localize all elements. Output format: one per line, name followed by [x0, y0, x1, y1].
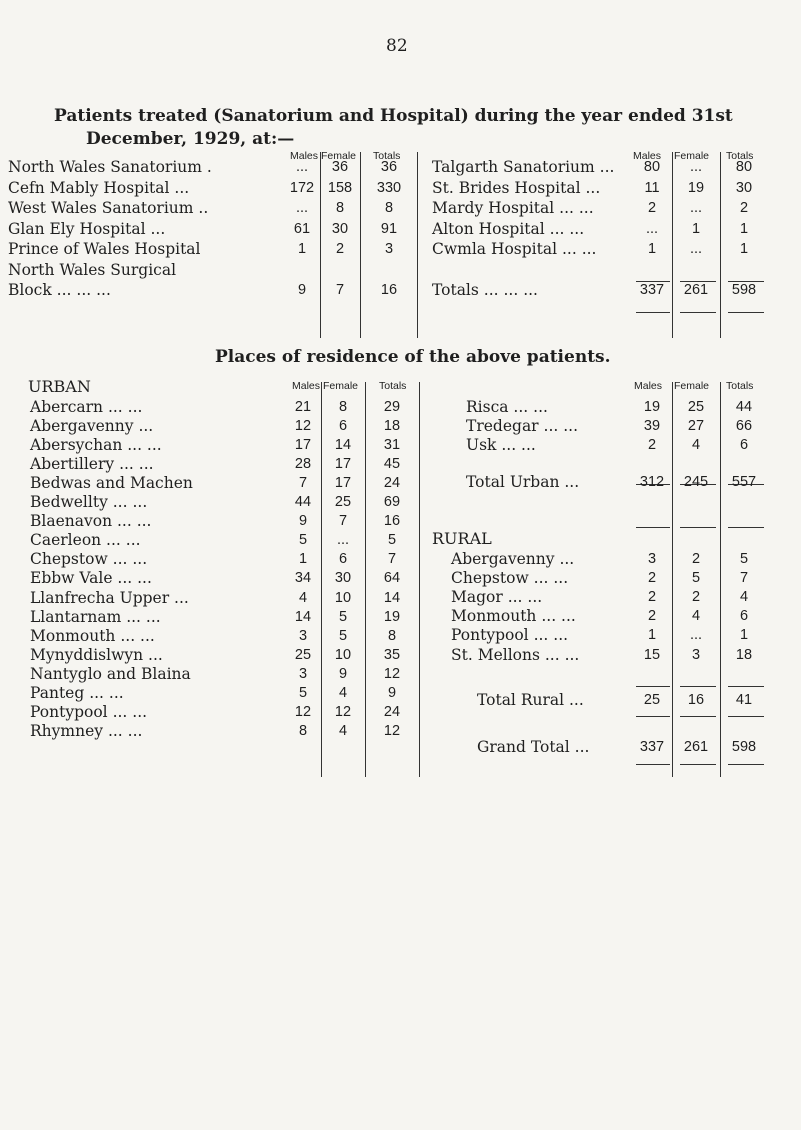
institution-row	[0, 199, 801, 221]
row-label: Block ... ... ...	[8, 281, 111, 299]
cell-males: 9	[297, 282, 307, 298]
cell-males: 12	[294, 704, 312, 720]
row-label: Tredegar ... ...	[466, 417, 579, 435]
row-label: Nantyglo and Blaina	[30, 665, 191, 683]
row-label: Total Rural ...	[477, 691, 584, 709]
row-label: Blaenavon ... ...	[30, 512, 152, 530]
institution-row	[0, 240, 801, 262]
row-label: Monmouth ... ...	[30, 627, 155, 645]
cell-totals: 12	[383, 666, 401, 682]
cell-totals: 12	[383, 723, 401, 739]
cell-males: 172	[289, 180, 315, 196]
cell-males: 12	[294, 418, 312, 434]
row-label: Bedwas and Machen	[30, 474, 193, 492]
cell-totals: 35	[383, 647, 401, 663]
cell-totals: 44	[735, 399, 753, 415]
cell-female: 2	[691, 589, 701, 605]
rule	[636, 764, 670, 765]
cell-males: 9	[298, 513, 308, 529]
cell-males: 337	[639, 739, 665, 755]
cell-female: 10	[334, 590, 352, 606]
cell-males: 28	[294, 456, 312, 472]
row-label: Mardy Hospital ... ...	[432, 199, 594, 217]
row-label: Usk ... ...	[466, 436, 536, 454]
cell-males: 4	[298, 590, 308, 606]
row-label: Prince of Wales Hospital	[8, 240, 201, 258]
row-label: Totals ... ... ...	[432, 281, 538, 299]
cell-totals: 45	[383, 456, 401, 472]
cell-totals: 36	[380, 159, 398, 175]
cell-males: 21	[294, 399, 312, 415]
row-label: Caerleon ... ...	[30, 531, 141, 549]
cell-female: 12	[334, 704, 352, 720]
row-label: Chepstow ... ...	[451, 569, 569, 587]
rural-heading: RURAL	[432, 529, 492, 548]
grand-total-row	[0, 738, 801, 760]
row-label: St. Brides Hospital ...	[432, 179, 601, 197]
header-males-right: Males	[633, 150, 662, 162]
cell-female: 4	[691, 437, 701, 453]
cell-totals: 18	[383, 418, 401, 434]
cell-totals: 64	[383, 570, 401, 586]
row-label: Ebbw Vale ... ...	[30, 569, 152, 587]
page-number: 82	[386, 36, 408, 56]
cell-males: 312	[639, 474, 665, 490]
row-label: Abergavenny ...	[30, 417, 154, 435]
cell-female: 3	[691, 647, 701, 663]
row-label: Grand Total ...	[477, 738, 590, 756]
cell-males: 17	[294, 437, 312, 453]
cell-female: 1	[691, 221, 701, 237]
cell-female: 19	[687, 180, 705, 196]
cell-totals: 1	[739, 241, 749, 257]
cell-totals: 24	[383, 704, 401, 720]
cell-males: 11	[644, 180, 660, 196]
cell-males: 2	[647, 570, 657, 586]
row-label: Total Urban ...	[466, 473, 580, 491]
row-label: Abercarn ... ...	[30, 398, 143, 416]
total-urban-row	[0, 473, 801, 495]
cell-males: 39	[643, 418, 661, 434]
cell-males: 7	[298, 475, 308, 491]
row-label: West Wales Sanatorium ..	[8, 199, 209, 217]
cell-female: 6	[338, 551, 348, 567]
header-males-urban: Males	[292, 380, 321, 392]
cell-males: 25	[643, 692, 661, 708]
row-label: Abertillery ... ...	[30, 455, 154, 473]
rule	[728, 312, 764, 313]
cell-males: ...	[645, 221, 659, 237]
institution-row	[0, 179, 801, 201]
cell-males: 1	[647, 241, 657, 257]
cell-totals: 5	[739, 551, 749, 567]
cell-males: 3	[298, 628, 308, 644]
cell-female: 8	[338, 399, 348, 415]
cell-totals: 31	[383, 437, 401, 453]
cell-males: 2	[647, 608, 657, 624]
header-female-left: Female	[321, 150, 357, 162]
cell-female: 261	[683, 282, 709, 298]
cell-males: 19	[643, 399, 661, 415]
cell-female: 7	[338, 513, 348, 529]
header-female-right: Female	[674, 150, 710, 162]
institution-row	[0, 281, 801, 303]
cell-female: 9	[338, 666, 348, 682]
row-label: North Wales Sanatorium .	[8, 158, 212, 176]
cell-totals: 8	[387, 628, 397, 644]
cell-males: 44	[294, 494, 312, 510]
urban-heading: URBAN	[28, 377, 91, 396]
row-label: Mynyddislwyn ...	[30, 646, 163, 664]
cell-males: 5	[298, 685, 308, 701]
cell-totals: 3	[384, 241, 394, 257]
cell-female: 16	[687, 692, 705, 708]
cell-males: 2	[647, 437, 657, 453]
cell-totals: 7	[739, 570, 749, 586]
cell-totals: 24	[383, 475, 401, 491]
cell-female: 10	[334, 647, 352, 663]
cell-female: 5	[338, 609, 348, 625]
cell-female: 4	[338, 723, 348, 739]
cell-totals: 8	[384, 200, 394, 216]
cell-males: 14	[294, 609, 312, 625]
cell-males: 3	[647, 551, 657, 567]
cell-totals: 16	[383, 513, 401, 529]
row-label: Rhymney ... ...	[30, 722, 143, 740]
row-label: Cefn Mably Hospital ...	[8, 179, 190, 197]
row-label: Panteg ... ...	[30, 684, 124, 702]
institution-row	[0, 220, 801, 242]
cell-males: 2	[647, 200, 657, 216]
cell-males: 1	[647, 627, 657, 643]
cell-males: 80	[643, 159, 661, 175]
cell-totals: 19	[383, 609, 401, 625]
urban-row	[0, 436, 801, 458]
cell-males: 15	[643, 647, 661, 663]
cell-female: 36	[331, 159, 349, 175]
institution-row	[0, 261, 801, 283]
rule	[636, 312, 670, 313]
cell-totals: 80	[735, 159, 753, 175]
cell-female: 2	[691, 551, 701, 567]
cell-totals: 91	[380, 221, 398, 237]
cell-totals: 14	[383, 590, 401, 606]
cell-female: ...	[689, 200, 703, 216]
cell-males: 1	[298, 551, 308, 567]
rural-row	[0, 626, 801, 648]
cell-female: 30	[334, 570, 352, 586]
row-label: Llantarnam ... ...	[30, 608, 161, 626]
cell-males: 25	[294, 647, 312, 663]
page-title-continued: December, 1929, at:—	[86, 129, 295, 149]
cell-female: ...	[689, 241, 703, 257]
cell-males: 61	[293, 221, 311, 237]
cell-males: 337	[639, 282, 665, 298]
row-label: Bedwellty ... ...	[30, 493, 148, 511]
cell-totals: 598	[731, 282, 757, 298]
cell-males: 8	[298, 723, 308, 739]
row-label: Llanfrecha Upper ...	[30, 589, 189, 607]
rule	[680, 312, 716, 313]
cell-males: ...	[295, 159, 309, 175]
total-rural-row	[0, 691, 801, 713]
cell-males: 2	[647, 589, 657, 605]
cell-totals: 5	[387, 532, 397, 548]
cell-female: 5	[338, 628, 348, 644]
cell-female: 5	[691, 570, 701, 586]
row-label: St. Mellons ... ...	[451, 646, 580, 664]
cell-female: 25	[334, 494, 352, 510]
row-label: Pontypool ... ...	[30, 703, 148, 721]
row-label: Pontypool ... ...	[451, 626, 569, 644]
cell-totals: 29	[383, 399, 401, 415]
cell-males: 1	[297, 241, 307, 257]
cell-totals: 66	[735, 418, 753, 434]
cell-totals: 1	[739, 221, 749, 237]
cell-female: 14	[334, 437, 352, 453]
row-label: Chepstow ... ...	[30, 550, 148, 568]
header-totals-left: Totals	[373, 150, 401, 162]
row-label: Monmouth ... ...	[451, 607, 576, 625]
row-label: Alton Hospital ... ...	[432, 220, 585, 238]
header-totals-right2: Totals	[726, 380, 754, 392]
cell-female: 27	[687, 418, 705, 434]
row-label: Cwmla Hospital ... ...	[432, 240, 597, 258]
cell-totals: 4	[739, 589, 749, 605]
cell-totals: 598	[731, 739, 757, 755]
header-totals-right: Totals	[726, 150, 754, 162]
cell-female: 4	[691, 608, 701, 624]
row-label: Abergavenny ...	[451, 550, 575, 568]
institution-row	[0, 158, 801, 180]
cell-totals: 41	[735, 692, 753, 708]
cell-female: 2	[335, 241, 345, 257]
page-title: Patients treated (Sanatorium and Hospital) during the year ended 31st	[54, 106, 733, 126]
cell-males: 34	[294, 570, 312, 586]
cell-female: 6	[338, 418, 348, 434]
header-males-left: Males	[290, 150, 319, 162]
cell-totals: 330	[376, 180, 402, 196]
cell-totals: 6	[739, 608, 749, 624]
cell-female: 30	[331, 221, 349, 237]
cell-totals: 9	[387, 685, 397, 701]
rule	[680, 764, 716, 765]
rural-row	[0, 646, 801, 668]
cell-totals: 16	[380, 282, 398, 298]
cell-female: 4	[338, 685, 348, 701]
cell-totals: 2	[739, 200, 749, 216]
row-label: Magor ... ...	[451, 588, 543, 606]
row-label: Glan Ely Hospital ...	[8, 220, 166, 238]
cell-female: ...	[336, 532, 350, 548]
header-female-urban: Female	[323, 380, 359, 392]
row-label: Risca ... ...	[466, 398, 548, 416]
cell-female: 8	[335, 200, 345, 216]
cell-female: 7	[335, 282, 345, 298]
cell-totals: 1	[739, 627, 749, 643]
cell-totals: 6	[739, 437, 749, 453]
cell-totals: 30	[735, 180, 753, 196]
cell-totals: 69	[383, 494, 401, 510]
cell-female: ...	[689, 627, 703, 643]
row-label: North Wales Surgical	[8, 261, 177, 279]
header-female-right2: Female	[674, 380, 710, 392]
cell-totals: 18	[735, 647, 753, 663]
cell-males: 3	[298, 666, 308, 682]
rule	[728, 764, 764, 765]
cell-female: 245	[683, 474, 709, 490]
header-totals-urban: Totals	[379, 380, 407, 392]
cell-males: ...	[295, 200, 309, 216]
cell-female: 158	[327, 180, 353, 196]
cell-female: ...	[689, 159, 703, 175]
header-males-right2: Males	[634, 380, 663, 392]
cell-males: 5	[298, 532, 308, 548]
row-label: Talgarth Sanatorium ...	[432, 158, 615, 176]
cell-female: 17	[334, 475, 352, 491]
cell-totals: 7	[387, 551, 397, 567]
places-title: Places of residence of the above patients.	[215, 347, 611, 367]
cell-totals: 557	[731, 474, 757, 490]
cell-female: 17	[334, 456, 352, 472]
cell-female: 25	[687, 399, 705, 415]
cell-female: 261	[683, 739, 709, 755]
row-label: Abersychan ... ...	[30, 436, 162, 454]
